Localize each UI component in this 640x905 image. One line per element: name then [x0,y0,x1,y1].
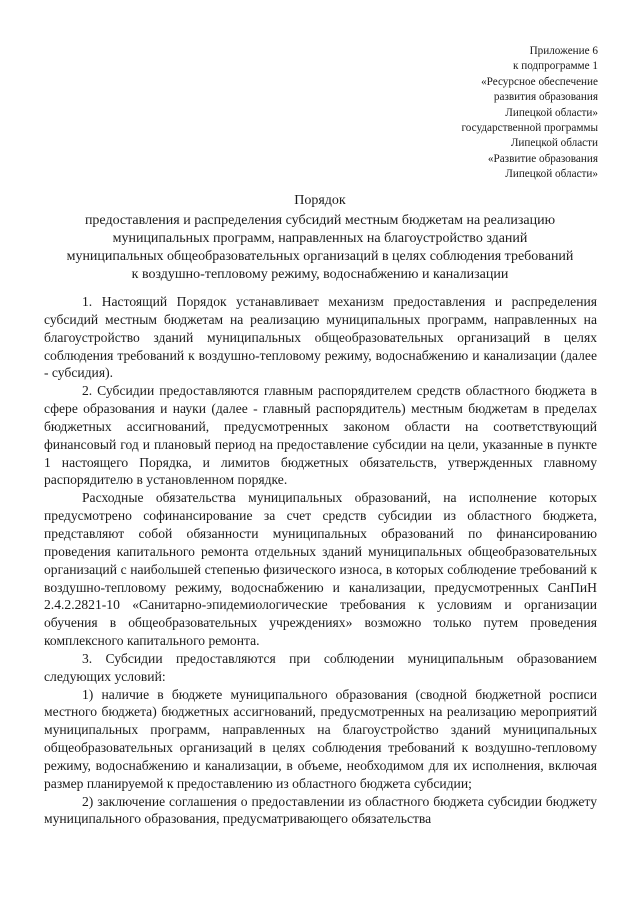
document-title: Порядок [294,193,346,208]
subtitle-line: муниципальных программ, направленных на благоустройство зданий [112,231,528,246]
appendix-line: «Ресурсное обеспечение [481,75,598,88]
appendix-line: развития образования [493,91,598,104]
appendix-line: к подпрограмме 1 [512,60,598,73]
document-subtitle [40,212,600,284]
condition-1: 1) наличие в бюджете муниципального образования (сводной бюджетной росписи местного бюджета) бюджетных ассигнований, предусмотренных на реализацию мероприятий муниципальных программ, направленных на благоустройство зданий муниципальных общеобразовательных организаций в целях соблюдения требований к воздушно-тепловому режиму, водоснабжению и канализации, в объеме, необходимом для их исполнения, включая размер планируемой к предоставлению из областного бюджета субсидии; [44,686,597,791]
paragraph-3: 3. Субсидии предоставляются при соблюдении муниципальным образованием следующих условий: [44,650,597,684]
subtitle-line: к воздушно-тепловому режиму, водоснабжению и канализации [131,267,509,282]
appendix-line: Липецкой области» [505,168,598,181]
paragraph-1: 1. Настоящий Порядок устанавливает механизм предоставления и распределения субсидий местным бюджетам на реализацию муниципальных программ, направленных на благоустройство зданий муниципальных общеобразовательных организаций в целях соблюдения требований к воздушно-тепловому режиму, водоснабжению и канализации (далее - субсидия). [44,294,597,381]
paragraph-2: 2. Субсидии предоставляются главным распорядителем средств областного бюджета в сфере образования и науки (далее - главный распорядитель) местным бюджетам в пределах бюджетных ассигнований, предусмотренных законом области на соответствующий финансовый год и плановый период на предоставление субсидии на цели, указанные в пункте 1 настоящего Порядка, и лимитов бюджетных обязательств, утвержденных главному распорядителю в установленном порядке. [44,383,597,488]
condition-2: 2) заключение соглашения о предоставлении из областного бюджета субсидии бюджету муниципального образования, предусматривающего обязательства [44,793,597,827]
appendix-line: Приложение 6 [529,45,598,57]
document-body [44,293,597,828]
subtitle-line: муниципальных общеобразовательных организаций в целях соблюдения требований [66,249,574,264]
appendix-line: Липецкой области» [505,106,598,119]
paragraph-obligations: Расходные обязательства муниципальных образований, на исполнение которых предусмотрено софинансирование за счет средств субсидии из областного бюджета, представляют собой обязанности муниципальных образований по финансированию проведения капитального ремонта отдельных зданий муниципальных общеобразовательных организаций с наибольшей степенью физического износа, в которых соблюдение требований к воздушно-тепловому режиму, водоснабжению и канализации, предусмотренных СанПиН 2.4.2.2821-10 «Санитарно-эпидемиологические требования к условиям и организации обучения в общеобразовательных учреждениях» возможно только путем проведения комплексного капитального ремонта. [44,490,597,649]
subtitle-line: предоставления и распределения субсидий местным бюджетам на реализацию [84,213,556,228]
appendix-line: государственной программы [461,122,598,135]
appendix-line: Липецкой области [510,137,598,150]
appendix-header [330,44,598,183]
appendix-line: «Развитие образования [487,152,598,165]
